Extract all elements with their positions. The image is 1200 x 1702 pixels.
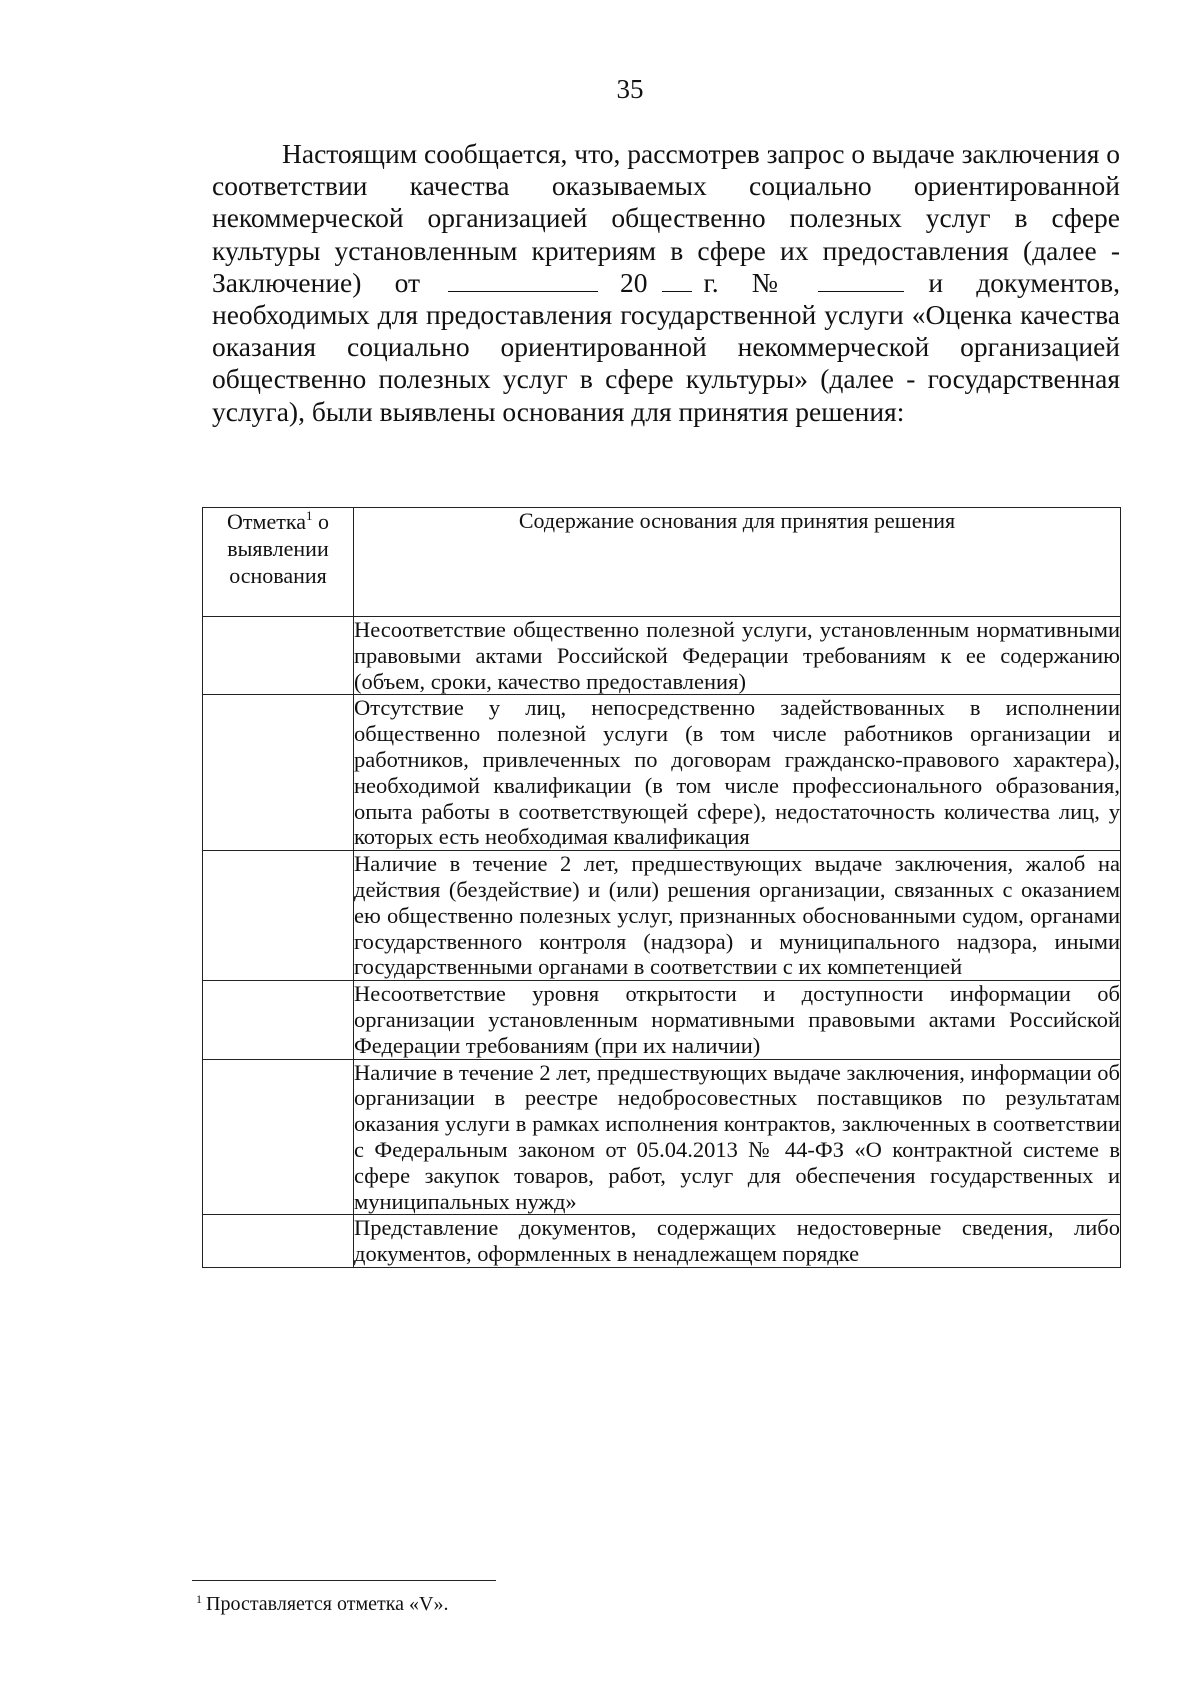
footnote-number: 1 (196, 1592, 202, 1606)
intro-number-label: г. № (703, 266, 805, 298)
mark-column-header (203, 508, 354, 617)
year-blank (662, 269, 692, 292)
ground-text: Отсутствие у лиц, непосредственно задействованных в исполнении общественно полезной услуги (в том числе работников организации и работников, привлеченных по договорам гражданско-правового характера), необходимой квалификации (в том числе профессионального образования, опыта работы в соответствующей сфере), недостаточность количества лиц, у которых есть необходимая квалификация (354, 695, 1120, 850)
table-row (203, 617, 1121, 695)
table-row (203, 1059, 1121, 1215)
footnote-divider (192, 1580, 496, 1581)
mark-header-text-rest: о выявлении основания (227, 509, 329, 588)
mark-cell[interactable] (203, 1059, 354, 1215)
intro-text-part1: Настоящим сообщается, что, рассмотрев запрос о выдаче заключения о соответствии качества оказываемых социально ориентированной некоммерческой организацией общественно полезных услуг в сфере культуры установленным критериям в сфере их предоставления (далее - Заключение) от (212, 138, 1120, 298)
footnote (196, 1593, 448, 1616)
content-column-header: Содержание основания для принятия решения (354, 508, 1121, 617)
ground-text: Несоответствие уровня открытости и доступности информации об организации установленным нормативными правовыми актами Российской Федерации требованиям (при их наличии) (354, 981, 1120, 1058)
ground-text: Представление документов, содержащих недостоверные сведения, либо документов, оформленных в ненадлежащем порядке (354, 1215, 1120, 1267)
mark-cell[interactable] (203, 981, 354, 1059)
mark-header-text: Отметка (227, 509, 306, 534)
ground-text: Несоответствие общественно полезной услуги, установленным нормативными правовыми актами Российской Федерации требованиям к ее содержанию (объем, сроки, качество предоставления) (354, 617, 1120, 694)
intro-paragraph (212, 138, 1120, 428)
table-row (203, 981, 1121, 1059)
ground-text: Наличие в течение 2 лет, предшествующих выдаче заключения, жалоб на действия (бездействие) и (или) решения организации, связанных с оказанием ею общественно полезных услуг, признанных обоснованными судом, органами государственного контроля (надзора) и муниципального надзора, иными государственными органами в соответствии с их компетенцией (354, 851, 1120, 980)
grounds-table (202, 507, 1121, 1268)
table-row (203, 1215, 1121, 1268)
table-header-row (203, 508, 1121, 617)
mark-cell[interactable] (203, 1215, 354, 1268)
mark-cell[interactable] (203, 851, 354, 981)
ground-text: Наличие в течение 2 лет, предшествующих выдаче заключения, информации об организации в реестре недобросовестных поставщиков по результатам оказания услуги в рамках исполнения контрактов, заключенных в соответствии с Федеральным законом от 05.04.2013 № 44-ФЗ «О контрактной системе в сфере закупок товаров, работ, услуг для обеспечения государственных и муниципальных нужд» (354, 1059, 1120, 1214)
page-number: 35 (616, 74, 644, 104)
table-row (203, 851, 1121, 981)
intro-year-prefix: 20 (620, 266, 648, 298)
date-blank (448, 269, 598, 292)
number-blank (818, 269, 904, 292)
footnote-reference: 1 (305, 508, 313, 523)
intro-text-part4: и документов, необходимых для предоставления государственной услуги «Оценка качества оказания социально ориентированной некоммерческой организацией общественно полезных услуг в сфере культуры» (далее - государственная услуга), были выявлены основания для принятия решения: (212, 266, 1120, 427)
footnote-text: Проставляется отметка «V». (206, 1593, 449, 1615)
mark-cell[interactable] (203, 695, 354, 851)
mark-cell[interactable] (203, 617, 354, 695)
table-row (203, 695, 1121, 851)
